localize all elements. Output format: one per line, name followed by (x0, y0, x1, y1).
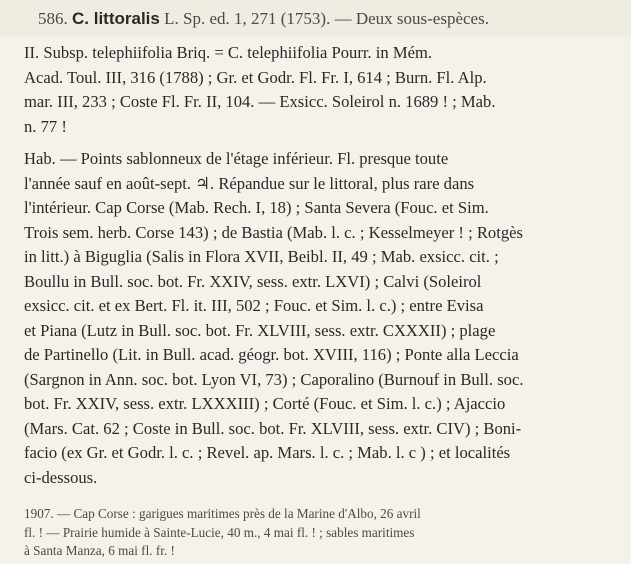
subspecies-line: mar. III, 233 ; Coste Fl. Fr. II, 104. — Exsicc. Soleirol n. 1689 ! ; Mab. (24, 92, 496, 111)
subspecies-line: Acad. Toul. III, 316 (1788) ; Gr. et Godr. Fl. Fr. I, 614 ; Burn. Fl. Alp. (24, 67, 487, 87)
collection-line: 1907. — Cap Corse : garigues maritimes près de la Marine d'Albo, 26 avril (24, 506, 421, 521)
habitat-line: Boullu in Bull. soc. bot. Fr. XXIV, sess. extr. LXVI) ; Calvi (Soleirol (24, 271, 482, 291)
subspecies-paragraph (24, 41, 611, 139)
habitat-line: in litt.) à Biguglia (Salis in Flora XVII, Beibl. II, 49 ; Mab. exsicc. cit. ; (24, 247, 499, 266)
habitat-line: l'intérieur. Cap Corse (Mab. Rech. I, 18) ; Santa Severa (Fouc. et Sim. (24, 198, 489, 217)
collection-line: à Santa Manza, 6 mai fl. fr. ! (24, 543, 175, 558)
habitat-line: Hab. — Points sablonneux de l'étage inférieur. Fl. presque toute (24, 149, 449, 168)
habitat-line: de Partinello (Lit. in Bull. acad. géogr. bot. XVIII, 116) ; Ponte alla Leccia (24, 345, 519, 364)
species-heading (38, 8, 489, 30)
habitat-line: (Mars. Cat. 62 ; Coste in Bull. soc. bot. Fr. XLVIII, sess. extr. CIV) ; Boni- (24, 418, 522, 438)
habitat-line: et Piana (Lutz in Bull. soc. bot. Fr. XLVIII, sess. extr. CXXXII) ; plage (24, 320, 496, 340)
habitat-line: l'année sauf en août-sept. ♃. Répandue sur le littoral, plus rare dans (24, 173, 475, 193)
subspecies-line: II. Subsp. telephiifolia Briq. = C. telephiifolia Pourr. in Mém. (24, 43, 433, 62)
species-name: C. littoralis (72, 9, 160, 28)
collection-line: fl. ! — Prairie humide à Sainte-Lucie, 40 m., 4 mai fl. ! ; sables maritimes (24, 524, 415, 540)
habitat-paragraph (24, 147, 611, 490)
habitat-line: Trois sem. herb. Corse 143) ; de Bastia (Mab. l. c. ; Kesselmeyer ! ; Rotgès (24, 222, 523, 242)
habitat-line: exsicc. cit. et ex Bert. Fl. it. III, 502 ; Fouc. et Sim. l. c.) ; entre Evisa (24, 296, 484, 315)
habitat-line: facio (ex Gr. et Godr. l. c. ; Revel. ap. Mars. l. c. ; Mab. l. c ) ; et localités (24, 443, 511, 462)
species-number: 586. (38, 9, 68, 28)
habitat-line: (Sargnon in Ann. soc. bot. Lyon VI, 73) ; Caporalino (Burnouf in Bull. soc. (24, 369, 524, 389)
subspecies-line: n. 77 ! (24, 116, 67, 136)
habitat-line: ci-dessous. (24, 467, 98, 487)
collections-paragraph (24, 505, 611, 561)
species-citation: L. Sp. ed. 1, 271 (1753). — Deux sous-espèces. (159, 9, 489, 28)
habitat-line: bot. Fr. XXIV, sess. extr. LXXXIII) ; Corté (Fouc. et Sim. l. c.) ; Ajaccio (24, 394, 506, 413)
